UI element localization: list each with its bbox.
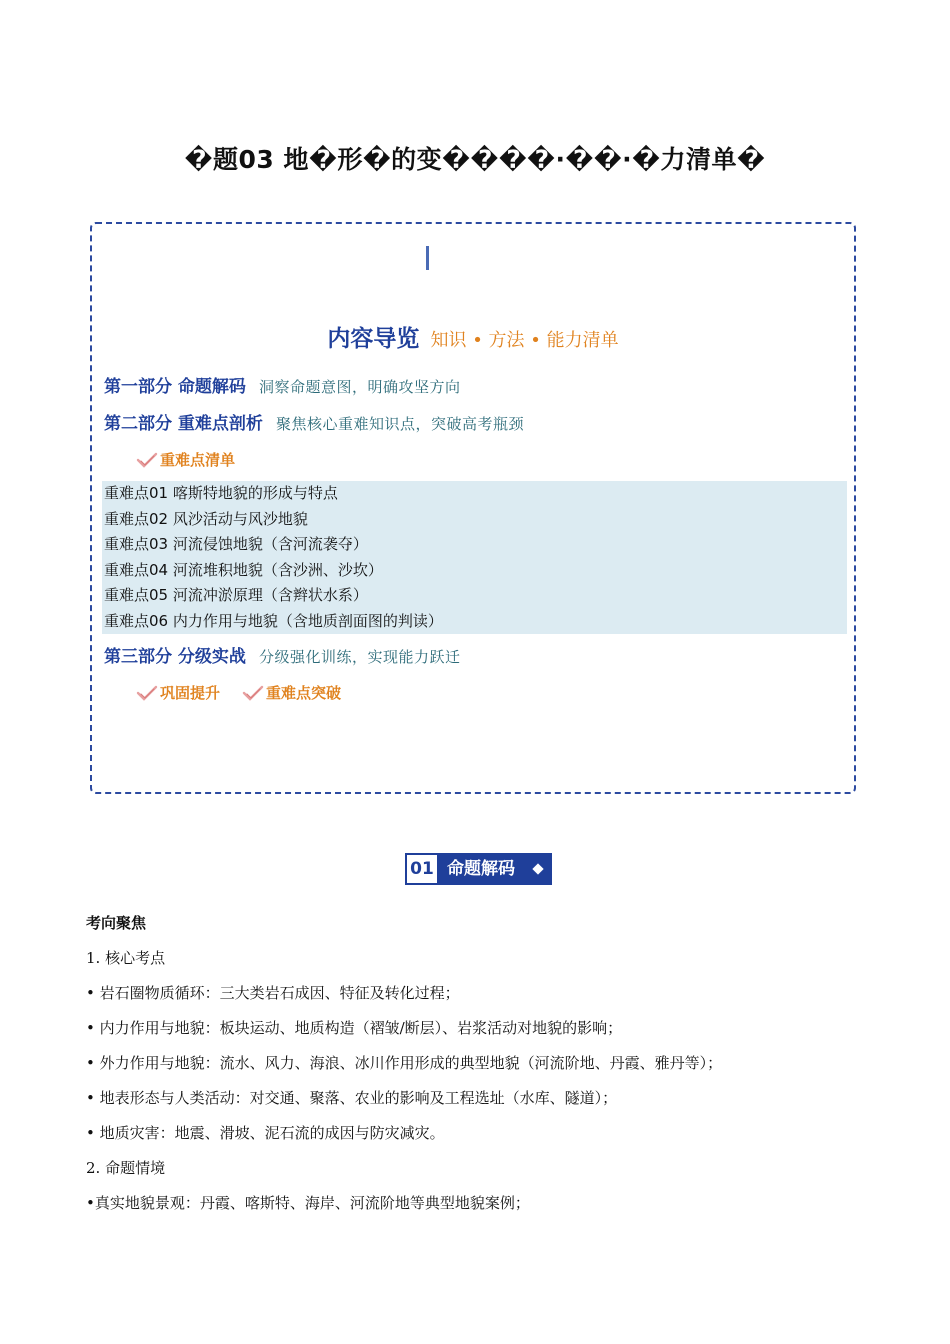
key-points-list	[102, 481, 847, 634]
list-item[interactable]: 重难点06 内力作用与地貌（含地质剖面图的判读）	[104, 611, 443, 630]
part1-desc: 洞察命题意图，明确攻坚方向	[259, 378, 461, 396]
checklist-label[interactable]	[136, 449, 235, 470]
page-title: �题03 地�形�的变����·��·�力清单�	[184, 145, 766, 174]
part2-title: 第二部分 重难点剖析	[104, 414, 263, 434]
body-line: • 地质灾害：地震、滑坡、泥石流的成因与防灾减灾。	[86, 1124, 445, 1142]
diamond-icon	[532, 863, 543, 874]
list-item[interactable]: 重难点01 喀斯特地貌的形成与特点	[104, 484, 338, 502]
overview-heading-sub: 知识 • 方法 • 能力清单	[430, 330, 619, 351]
body-line: • 地表形态与人类活动：对交通、聚落、农业的影响及工程选址（水库、隧道）；	[86, 1089, 618, 1107]
part1-row[interactable]	[104, 372, 461, 397]
body-heading: 考向聚焦	[86, 914, 147, 932]
list-item[interactable]: 重难点03 河流侵蚀地貌（含河流袭夺）	[104, 535, 368, 553]
part2-row[interactable]	[104, 409, 524, 434]
check-icon	[136, 685, 158, 701]
body-line: •真实地貌景观：丹霞、喀斯特、海岸、河流阶地等典型地貌案例；	[86, 1194, 530, 1212]
list-item[interactable]: 重难点04 河流堆积地貌（含沙洲、沙坎）	[104, 560, 383, 579]
body-line: • 外力作用与地貌：流水、风力、海浪、冰川作用形成的典型地貌（河流阶地、丹霞、雅丹等）；	[86, 1054, 723, 1072]
body-line: • 岩石圈物质循环：三大类岩石成因、特征及转化过程；	[86, 984, 460, 1002]
part3-title: 第三部分 分级实战	[104, 647, 246, 667]
body-line: • 内力作用与地貌：板块运动、地质构造（褶皱/断层）、岩浆活动对地貌的影响；	[86, 1019, 623, 1037]
part3-desc: 分级强化训练，实现能力跃迁	[259, 648, 461, 666]
content-overview-box	[90, 222, 856, 794]
practice-label-consolidate-text: 巩固提升	[160, 684, 221, 702]
list-item[interactable]: 重难点02 风沙活动与风沙地貌	[104, 509, 308, 528]
check-icon	[136, 452, 158, 468]
body-line: 1. 核心考点	[86, 949, 166, 967]
checklist-label-text: 重难点清单	[160, 451, 236, 469]
part1-title: 第一部分 命题解码	[104, 377, 246, 397]
check-icon	[242, 685, 264, 701]
overview-heading	[92, 320, 854, 353]
section-badge	[405, 853, 552, 885]
practice-label-consolidate[interactable]	[136, 682, 220, 703]
part3-row[interactable]	[104, 642, 461, 667]
practice-label-breakthrough[interactable]	[242, 682, 341, 703]
section-label: 命题解码	[447, 859, 515, 879]
overview-heading-main: 内容导览	[327, 326, 420, 352]
body-text	[86, 908, 866, 1223]
part2-desc: 聚焦核心重难知识点，突破高考瓶颈	[276, 415, 525, 433]
list-item[interactable]: 重难点05 河流冲淤原理（含辫状水系）	[104, 586, 368, 604]
body-line: 2. 命题情境	[86, 1159, 166, 1177]
text-cursor-mark	[426, 246, 429, 270]
practice-label-breakthrough-text: 重难点突破	[266, 684, 342, 702]
section-number: 01	[407, 855, 437, 883]
